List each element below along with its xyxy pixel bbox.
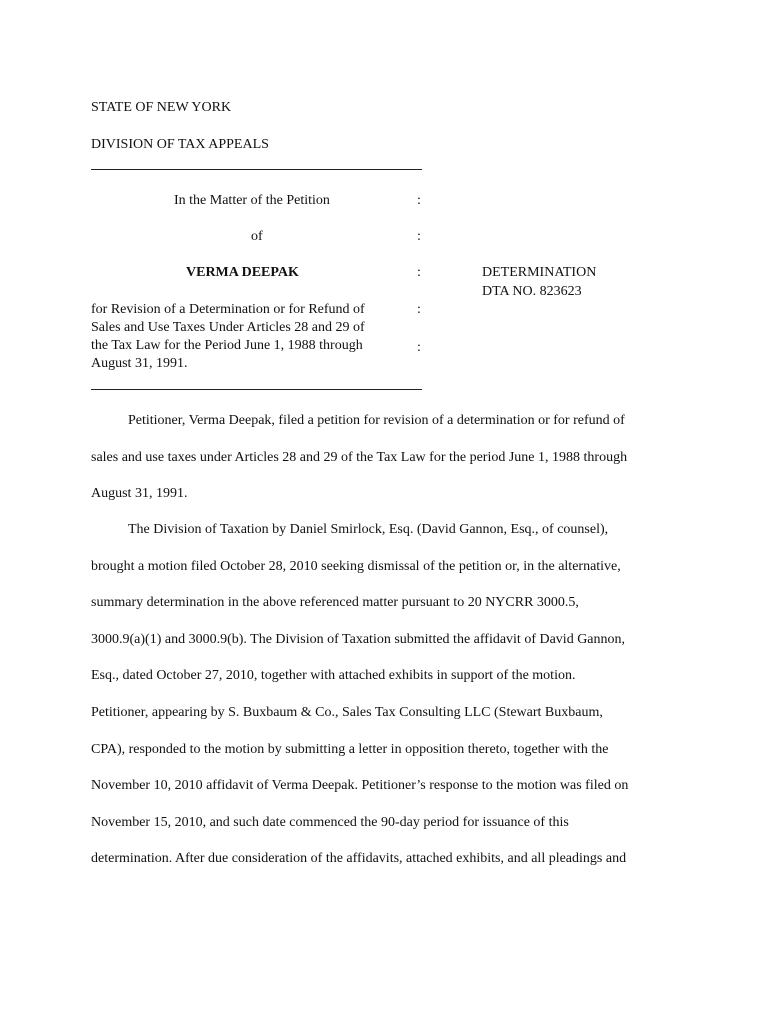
body-line: November 10, 2010 affidavit of Verma Deepak. Petitioner’s response to the motion was filed on — [91, 778, 629, 793]
caption-matter: In the Matter of the Petition — [174, 193, 330, 208]
body-line: sales and use taxes under Articles 28 and 29 of the Tax Law for the period June 1, 1988 through — [91, 450, 628, 465]
body-line: 3000.9(a)(1) and 3000.9(b). The Division of Taxation submitted the affidavit of David Gannon, — [91, 632, 626, 647]
body-line: Esq., dated October 27, 2010, together with attached exhibits in support of the motion. — [91, 668, 576, 683]
division-heading: DIVISION OF TAX APPEALS — [91, 137, 269, 152]
state-heading: STATE OF NEW YORK — [91, 100, 232, 115]
caption-bottom-rule — [91, 389, 422, 390]
body-line: November 15, 2010, and such date commenced the 90-day period for issuance of this — [91, 815, 569, 830]
caption-revision-line: August 31, 1991. — [91, 356, 188, 371]
caption-colon: : — [417, 193, 421, 208]
caption-colon: : — [417, 340, 421, 355]
dta-number: DTA NO. 823623 — [482, 284, 582, 299]
caption-revision-line: the Tax Law for the Period June 1, 1988 through — [91, 338, 363, 353]
body-line: determination. After due consideration of the affidavits, attached exhibits, and all pleadings and — [91, 851, 627, 866]
caption-top-rule — [91, 169, 422, 170]
body-line: brought a motion filed October 28, 2010 seeking dismissal of the petition or, in the alternative, — [91, 559, 621, 574]
caption-colon: : — [417, 302, 421, 317]
body-line: Petitioner, appearing by S. Buxbaum & Co., Sales Tax Consulting LLC (Stewart Buxbaum, — [91, 705, 603, 720]
caption-of: of — [251, 229, 263, 244]
caption-colon: : — [417, 265, 421, 280]
caption-revision-text — [91, 301, 401, 373]
caption-colon: : — [417, 229, 421, 244]
caption-revision-line: for Revision of a Determination or for Refund of — [91, 302, 365, 317]
body-line: The Division of Taxation by Daniel Smirlock, Esq. (David Gannon, Esq., of counsel), — [128, 522, 609, 537]
caption-petitioner: VERMA DEEPAK — [186, 265, 299, 280]
determination-label: DETERMINATION — [482, 265, 597, 280]
body-line: summary determination in the above referenced matter pursuant to 20 NYCRR 3000.5, — [91, 595, 579, 610]
body-line: August 31, 1991. — [91, 486, 188, 501]
caption-revision-line: Sales and Use Taxes Under Articles 28 and 29 of — [91, 320, 365, 335]
body-line: CPA), responded to the motion by submitting a letter in opposition thereto, together with the — [91, 742, 609, 757]
body-line: Petitioner, Verma Deepak, filed a petition for revision of a determination or for refund of — [128, 413, 625, 428]
